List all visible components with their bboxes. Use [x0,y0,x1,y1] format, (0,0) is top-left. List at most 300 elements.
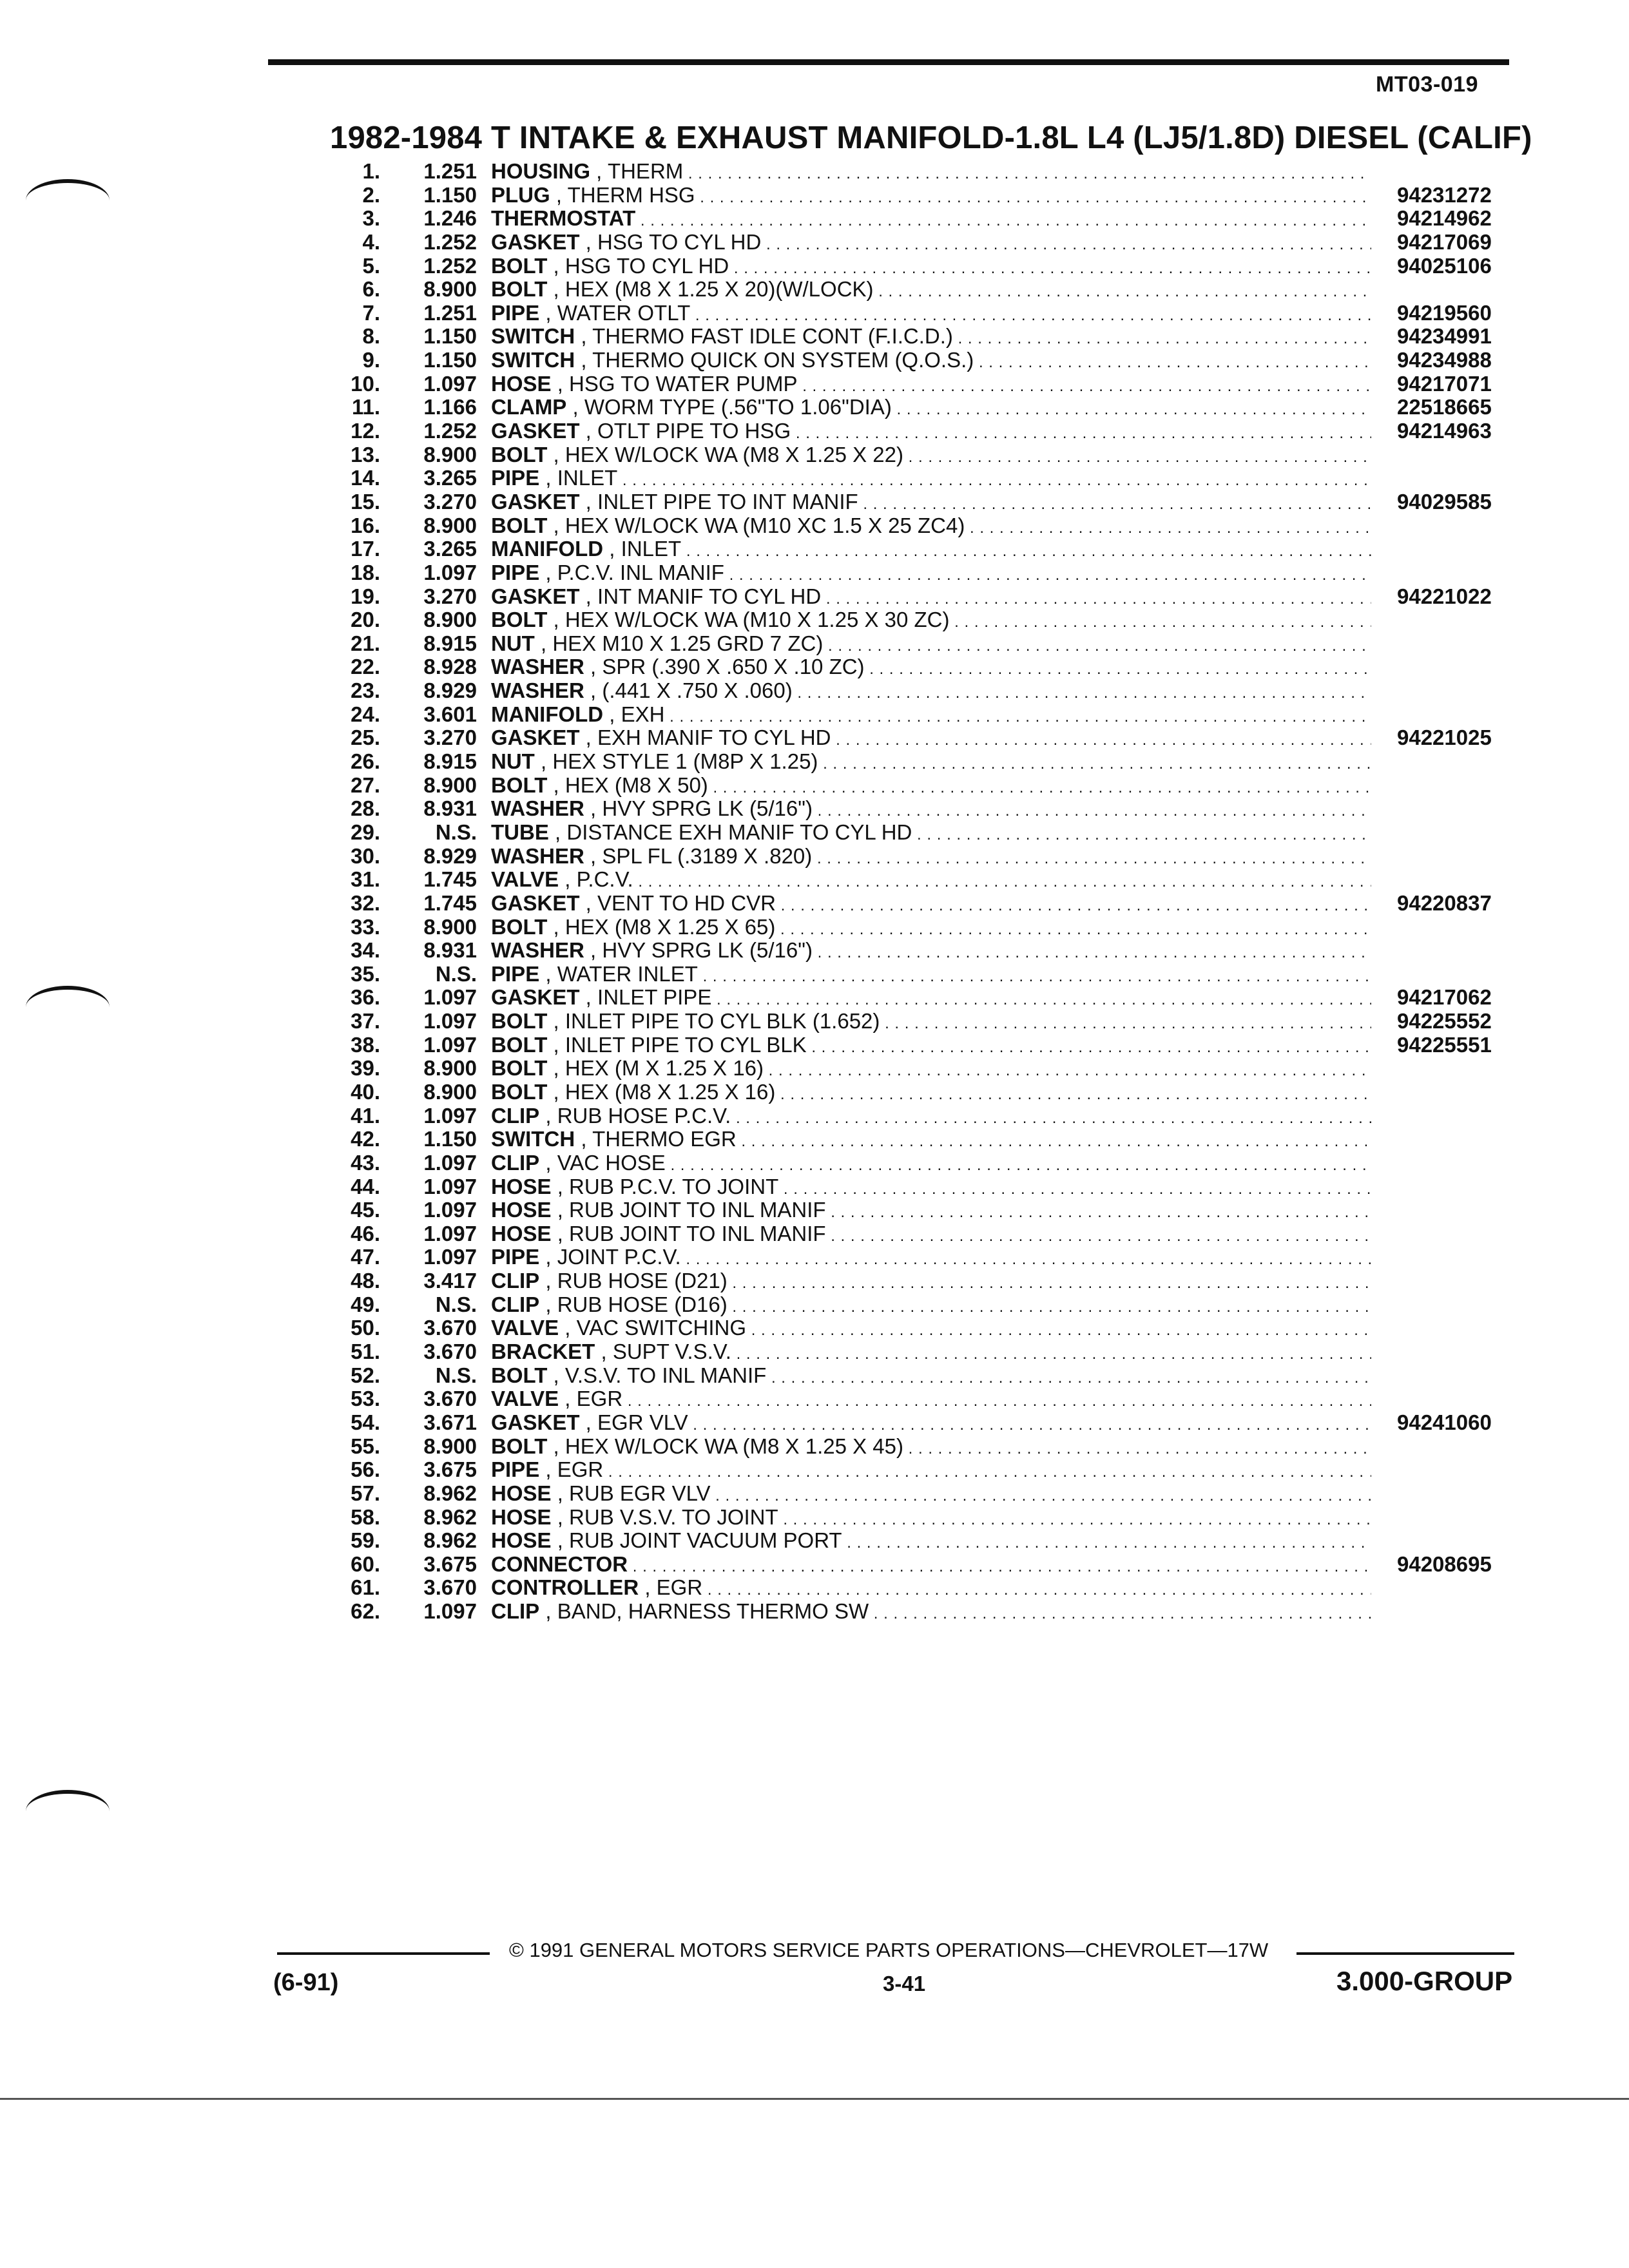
part-group-number: 8.929 [423,843,477,868]
part-noun: HOSE [491,1222,552,1245]
part-modifier: DISTANCE EXH MANIF TO CYL HD [566,820,912,844]
part-group-number: 1.097 [423,371,477,396]
part-index: 34. [351,938,380,963]
part-noun: HOSE [491,372,552,396]
part-modifier: INLET PIPE TO CYL BLK [564,1033,807,1057]
part-modifier: RUB P.C.V. TO JOINT [569,1175,779,1198]
part-group-number: 1.097 [423,985,477,1010]
part-index: 58. [351,1504,380,1529]
part-noun: GASKET [491,1410,580,1434]
part-modifier: EGR [656,1576,703,1600]
part-row [0,821,1629,845]
part-description [491,207,1371,233]
part-row [0,1435,1629,1459]
part-modifier: SPR (.390 X .650 X .10 ZC) [602,655,865,679]
part-group-number: 1.252 [423,419,477,443]
part-group-number: 8.900 [423,442,477,466]
part-modifier: RUB JOINT TO INL MANIF [569,1222,826,1245]
part-number: 94234988 [1397,348,1492,372]
part-noun: TUBE [491,820,549,844]
part-group-number: 3.670 [423,1340,477,1364]
part-noun: CLAMP [491,396,567,419]
part-description: PIPE , JOINT P.C.V. . . . [491,1245,1371,1271]
part-modifier: OTLT PIPE TO HSG [597,419,791,443]
part-noun: BOLT [491,278,548,302]
part-modifier: THERM [607,160,684,183]
part-description: GASKET , VENT TO HD CVR . . . [491,892,1371,918]
part-index: 61. [351,1575,380,1600]
part-index: 9. [362,348,380,372]
part-row [0,1529,1629,1553]
part-group-number: 1.150 [423,182,477,207]
part-index: 47. [351,1245,380,1269]
part-description: PLUG , THERM HSG . . . [491,184,1371,209]
part-group-number: 1.745 [423,890,477,915]
part-index: 51. [351,1340,380,1364]
page-title: 1982-1984 T INTAKE & EXHAUST MANIFOLD-1.8L L4 (LJ5/1.8D) DIESEL (CALIF) [330,120,1532,155]
part-index: 49. [351,1292,380,1316]
part-index: 3. [362,206,380,231]
part-row [0,1057,1629,1081]
part-row [0,679,1629,703]
part-description: HOSE , RUB V.S.V. TO JOINT . . . [491,1506,1371,1532]
part-description: BOLT , HEX W/LOCK WA (M10 XC 1.5 X 25 ZC4) . . . [491,514,1371,540]
part-noun: GASKET [491,726,580,750]
part-group-number: 1.252 [423,229,477,254]
part-index: 39. [351,1056,380,1081]
part-modifier: HSG TO CYL HD [564,254,729,278]
part-modifier: INT MANIF TO CYL HD [597,584,822,608]
part-index: 20. [351,608,380,632]
part-number: 94217069 [1397,229,1492,254]
part-index: 60. [351,1552,380,1576]
part-modifier: HEX M10 X 1.25 GRD 7 ZC) [552,631,824,655]
part-noun: BOLT [491,608,548,632]
part-row [0,703,1629,727]
part-description: PIPE , INLET . . . [491,466,1371,492]
part-index: 38. [351,1032,380,1057]
part-row [0,774,1629,798]
part-index: 2. [362,182,380,207]
part-row [0,231,1629,255]
part-noun: GASKET [491,584,580,608]
part-index: 4. [362,229,380,254]
part-noun: PIPE [491,301,540,325]
part-row [0,302,1629,325]
part-modifier: INLET [621,537,682,561]
part-index: 23. [351,678,380,703]
part-modifier: INLET PIPE [597,986,712,1010]
part-group-number: 1.097 [423,1150,477,1175]
part-group-number: 3.675 [423,1457,477,1482]
part-description: PIPE , EGR . . . [491,1458,1371,1484]
part-description: BOLT , HEX (M8 X 1.25 X 65) . . . [491,916,1371,941]
part-noun: CLIP [491,1269,540,1293]
part-description: HOSE , RUB JOINT VACUUM PORT . . . [491,1529,1371,1555]
part-modifier: EXH [621,702,665,726]
part-index: 30. [351,843,380,868]
part-description: VALVE , VAC SWITCHING . . . [491,1316,1371,1342]
part-group-number: 1.150 [423,324,477,349]
part-group-number: 1.097 [423,1245,477,1269]
part-number: 94231272 [1397,182,1492,207]
part-noun: HOSE [491,1481,552,1505]
part-modifier: HEX (M8 X 1.25 X 20)(W/LOCK) [564,278,874,302]
part-group-number: 1.097 [423,1221,477,1245]
part-row [0,1458,1629,1482]
part-group-number: 1.150 [423,348,477,372]
part-noun: CLIP [491,1104,540,1128]
part-noun: PIPE [491,1245,540,1269]
part-description: NUT , HEX STYLE 1 (M8P X 1.25) . . . [491,750,1371,776]
part-number: 94220837 [1397,890,1492,915]
part-noun: NUT [491,631,535,655]
part-noun: CONNECTOR [491,1552,628,1576]
part-noun: HOUSING [491,160,591,183]
part-description: HOUSING , THERM . . . [491,160,1371,186]
part-group-number: 3.601 [423,702,477,726]
part-description: BOLT , HEX (M8 X 50) . . . [491,774,1371,800]
part-row [0,325,1629,349]
part-index: 35. [351,961,380,986]
part-index: 46. [351,1221,380,1245]
part-group-number: 1.097 [423,1174,477,1198]
part-row [0,1104,1629,1128]
part-group-number: 8.900 [423,277,477,302]
part-description: CLAMP , WORM TYPE (.56"TO 1.06"DIA) . . . [491,396,1371,421]
part-description: WASHER , HVY SPRG LK (5/16") . . . [491,939,1371,965]
part-description: TUBE , DISTANCE EXH MANIF TO CYL HD . . . [491,821,1371,847]
part-row [0,868,1629,892]
part-row [0,845,1629,869]
part-index: 29. [351,820,380,844]
part-group-number: 8.900 [423,914,477,939]
footer-rule-right [1296,1952,1514,1955]
part-index: 59. [351,1528,380,1553]
part-description: HOSE , RUB JOINT TO INL MANIF . . . [491,1198,1371,1224]
part-group-number: 1.097 [423,1103,477,1128]
part-group-number: 8.900 [423,1056,477,1081]
part-description: BOLT , HSG TO CYL HD . . . [491,255,1371,280]
part-row [0,1245,1629,1269]
part-index: 21. [351,631,380,655]
part-modifier: INLET PIPE TO CYL BLK (1.652) [564,1010,880,1033]
part-index: 54. [351,1410,380,1434]
part-modifier: HEX W/LOCK WA (M10 XC 1.5 X 25 ZC4) [564,514,965,537]
part-index: 31. [351,867,380,892]
part-group-number: 1.097 [423,1009,477,1033]
part-modifier: INLET [557,466,618,490]
footer-copyright: © 1991 GENERAL MOTORS SERVICE PARTS OPERATIONS—CHEVROLET—17W [509,1939,1269,1961]
part-index: 18. [351,560,380,584]
part-modifier: P.C.V. INL MANIF [557,561,724,584]
part-number: 94214962 [1397,206,1492,231]
part-modifier: EXH MANIF TO CYL HD [597,726,831,750]
part-row [0,349,1629,372]
part-description: PIPE , P.C.V. INL MANIF . . . [491,561,1371,587]
part-group-number: 3.670 [423,1575,477,1600]
part-index: 6. [362,277,380,302]
part-description: GASKET , EGR VLV . . . [491,1411,1371,1437]
part-index: 50. [351,1316,380,1340]
part-index: 41. [351,1103,380,1128]
part-number: 94221025 [1397,726,1492,750]
part-index: 13. [351,442,380,466]
part-index: 25. [351,726,380,750]
part-description: MANIFOLD , INLET . . . [491,537,1371,563]
part-noun: GASKET [491,891,580,915]
part-row [0,726,1629,750]
part-noun: WASHER [491,939,584,963]
part-row [0,608,1629,632]
part-group-number: 1.097 [423,1599,477,1624]
part-noun: NUT [491,750,535,774]
part-index: 14. [351,466,380,490]
part-row [0,466,1629,490]
part-row [0,1151,1629,1175]
part-number: 22518665 [1397,395,1492,419]
part-group-number: 8.900 [423,1079,477,1104]
part-modifier: VAC HOSE [557,1151,666,1175]
part-description: GASKET , INLET PIPE . . . [491,986,1371,1012]
part-description: GASKET , INT MANIF TO CYL HD . . . [491,585,1371,611]
part-index: 55. [351,1434,380,1458]
part-modifier: HSG TO WATER PUMP [569,372,798,396]
part-index: 57. [351,1481,380,1505]
part-description: HOSE , RUB P.C.V. TO JOINT . . . [491,1175,1371,1201]
part-modifier: BAND, HARNESS THERMO SW [557,1600,869,1624]
part-noun: BOLT [491,1010,548,1033]
sheet-code: MT03-019 [1376,72,1478,97]
part-description: BOLT , HEX W/LOCK WA (M8 X 1.25 X 22) . . . [491,443,1371,469]
part-description: HOSE , HSG TO WATER PUMP . . . [491,372,1371,398]
part-description: CLIP , RUB HOSE (D16) . . . [491,1293,1371,1319]
part-index: 43. [351,1150,380,1175]
part-group-number: 3.670 [423,1387,477,1411]
part-modifier: THERMO EGR [592,1128,737,1151]
part-row [0,1364,1629,1388]
part-row [0,207,1629,231]
part-noun: PIPE [491,1458,540,1482]
part-description: PIPE , WATER INLET . . . [491,963,1371,988]
part-noun: PLUG [491,183,550,207]
part-group-number: 8.962 [423,1481,477,1505]
part-group-number: 8.900 [423,513,477,537]
part-index: 1. [362,159,380,183]
part-noun: WASHER [491,679,584,703]
part-group-number: 3.265 [423,466,477,490]
part-row [0,1387,1629,1411]
part-group-number: 3.270 [423,726,477,750]
part-noun: SWITCH [491,349,575,372]
part-modifier: HVY SPRG LK (5/16") [602,939,813,963]
part-noun: BOLT [491,1080,548,1104]
part-index: 19. [351,584,380,608]
part-noun: BOLT [491,514,548,537]
part-noun: HOSE [491,1175,552,1198]
part-group-number: 1.251 [423,300,477,325]
part-row [0,1553,1629,1577]
part-row [0,184,1629,207]
footer-group: 3.000-GROUP [1336,1966,1513,1996]
part-index: 22. [351,655,380,679]
part-description: BOLT , INLET PIPE TO CYL BLK (1.652) . . . [491,1010,1371,1035]
part-noun: THERMOSTAT [491,207,636,231]
part-noun: VALVE [491,868,559,892]
part-group-number: 3.670 [423,1316,477,1340]
part-description: VALVE , EGR . . . [491,1387,1371,1413]
part-group-number: 8.900 [423,1434,477,1458]
part-description: MANIFOLD , EXH . . . [491,703,1371,729]
part-description: GASKET , EXH MANIF TO CYL HD . . . [491,726,1371,752]
part-description: GASKET , HSG TO CYL HD . . . [491,231,1371,256]
part-number: 94219560 [1397,300,1492,325]
part-description: BOLT , HEX (M8 X 1.25 X 20)(W/LOCK) . . . [491,278,1371,303]
part-noun: SWITCH [491,325,575,349]
part-description: BOLT , HEX (M8 X 1.25 X 16) . . . [491,1081,1371,1106]
part-row [0,1128,1629,1151]
part-noun: CLIP [491,1293,540,1316]
part-row [0,1576,1629,1600]
part-index: 44. [351,1174,380,1198]
part-index: 26. [351,749,380,774]
part-description: CLIP , RUB HOSE P.C.V. . . . [491,1104,1371,1130]
part-noun: PIPE [491,962,540,986]
part-index: 52. [351,1363,380,1387]
footer-page-number: 3-41 [883,1972,926,1995]
part-row [0,1482,1629,1506]
part-noun: GASKET [491,230,580,254]
part-row [0,372,1629,396]
part-row [0,255,1629,278]
part-number: 94217062 [1397,985,1492,1010]
part-number: 94217071 [1397,371,1492,396]
part-group-number: N.S. [435,820,477,844]
part-row [0,419,1629,443]
part-group-number: 8.931 [423,938,477,963]
part-group-number: 1.097 [423,1198,477,1222]
part-modifier: HEX (M8 X 1.25 X 16) [564,1080,776,1104]
part-noun: VALVE [491,1316,559,1340]
part-noun: BOLT [491,773,548,797]
part-description: NUT , HEX M10 X 1.25 GRD 7 ZC) . . . [491,632,1371,658]
part-modifier: EGR VLV [597,1410,688,1434]
part-noun: BOLT [491,1363,548,1387]
part-index: 32. [351,890,380,915]
part-noun: GASKET [491,986,580,1010]
part-noun: WASHER [491,844,584,868]
part-row [0,561,1629,585]
part-noun: BRACKET [491,1340,595,1364]
part-row [0,939,1629,963]
part-modifier: JOINT P.C.V. [557,1245,681,1269]
part-index: 10. [351,371,380,396]
part-noun: GASKET [491,490,580,514]
scan-bottom-edge [0,2098,1629,2100]
part-noun: CLIP [491,1600,540,1624]
part-noun: CONTROLLER [491,1576,639,1600]
part-noun: CLIP [491,1151,540,1175]
part-description: CLIP , BAND, HARNESS THERMO SW . . . [491,1600,1371,1626]
part-row [0,396,1629,419]
part-row [0,1222,1629,1246]
part-group-number: N.S. [435,1363,477,1387]
part-modifier: HEX STYLE 1 (M8P X 1.25) [552,750,818,774]
part-group-number: 8.962 [423,1504,477,1529]
part-description: SWITCH , THERMO EGR . . . [491,1128,1371,1153]
part-description [491,1553,1371,1579]
part-number: 94221022 [1397,584,1492,608]
part-description: BRACKET , SUPT V.S.V. . . . [491,1340,1371,1366]
part-noun: MANIFOLD [491,537,604,561]
part-row [0,1293,1629,1317]
part-modifier: V.S.V. TO INL MANIF [564,1363,767,1387]
parts-list [0,160,1629,1624]
part-group-number: 3.671 [423,1410,477,1434]
part-description: BOLT , HEX W/LOCK WA (M10 X 1.25 X 30 ZC) . . . [491,608,1371,634]
part-noun: HOSE [491,1529,552,1553]
part-noun: BOLT [491,443,548,466]
part-description: SWITCH , THERMO FAST IDLE CONT (F.I.C.D.) . . . [491,325,1371,351]
part-group-number: 8.962 [423,1528,477,1553]
part-modifier: HEX W/LOCK WA (M8 X 1.25 X 22) [564,443,903,466]
part-group-number: 8.931 [423,796,477,821]
part-noun: PIPE [491,466,540,490]
part-description: BOLT , HEX (M X 1.25 X 16) . . . [491,1057,1371,1082]
part-modifier: HEX (M X 1.25 X 16) [564,1057,764,1081]
part-modifier: VAC SWITCHING [576,1316,747,1340]
part-description: CLIP , VAC HOSE . . . [491,1151,1371,1177]
part-description: GASKET , INLET PIPE TO INT MANIF . . . [491,490,1371,516]
part-group-number: 1.252 [423,253,477,278]
part-description: BOLT , HEX W/LOCK WA (M8 X 1.25 X 45) . . . [491,1435,1371,1461]
part-noun: BOLT [491,1057,548,1081]
part-description: GASKET , OTLT PIPE TO HSG . . . [491,419,1371,445]
part-modifier: VENT TO HD CVR [597,891,776,915]
part-modifier: HVY SPRG LK (5/16") [602,797,813,821]
part-description: CLIP , RUB HOSE (D21) . . . [491,1269,1371,1295]
part-index: 37. [351,1009,380,1033]
part-row [0,1340,1629,1364]
part-group-number: 3.265 [423,537,477,561]
part-description: CONTROLLER , EGR . . . [491,1576,1371,1602]
part-noun: BOLT [491,1033,548,1057]
part-group-number: 3.270 [423,489,477,514]
part-modifier: EGR [557,1458,604,1482]
part-row [0,632,1629,656]
part-modifier: INLET PIPE TO INT MANIF [597,490,858,514]
part-row [0,1175,1629,1199]
part-noun: HOSE [491,1198,552,1222]
part-modifier: HEX W/LOCK WA (M10 X 1.25 X 30 ZC) [564,608,950,632]
part-group-number: 1.097 [423,560,477,584]
part-number: 94025106 [1397,253,1492,278]
part-modifier: HEX (M8 X 1.25 X 65) [564,915,776,939]
part-group-number: N.S. [435,961,477,986]
part-modifier: RUB HOSE (D21) [557,1269,728,1293]
binder-mark-bottom [26,1790,110,1832]
part-modifier: WATER INLET [557,962,698,986]
part-index: 12. [351,419,380,443]
part-noun: HOSE [491,1505,552,1529]
part-index: 45. [351,1198,380,1222]
part-row [0,797,1629,821]
part-modifier: WATER OTLT [557,301,691,325]
part-number: 94241060 [1397,1410,1492,1434]
part-group-number: 1.251 [423,159,477,183]
part-index: 28. [351,796,380,821]
part-noun: PIPE [491,561,540,584]
